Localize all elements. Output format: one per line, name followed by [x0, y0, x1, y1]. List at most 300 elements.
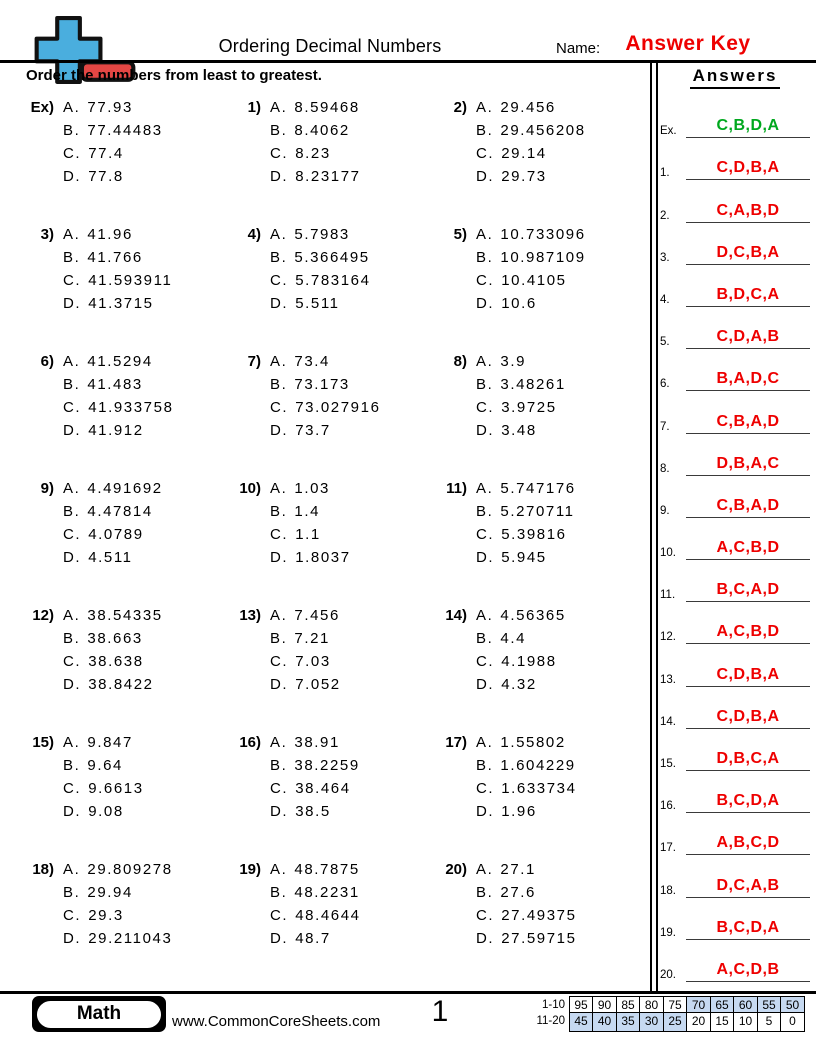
- choice-list: [476, 477, 576, 569]
- choice-value: 4.511: [88, 549, 133, 566]
- problem-number: 13): [239, 607, 261, 624]
- choice-value: 8.23: [295, 145, 331, 162]
- choice-line: [270, 858, 361, 881]
- choice-value: 41.483: [87, 376, 143, 393]
- choice-line: [270, 731, 360, 754]
- answer-row-2: [660, 180, 810, 222]
- problem-number: 7): [247, 353, 261, 370]
- problem-4: [235, 223, 441, 350]
- choice-list: [63, 350, 174, 442]
- score-cell: 60: [733, 996, 758, 1016]
- answer-row-18: [660, 855, 810, 897]
- choice-line: [476, 500, 576, 523]
- answer-value: C,B,A,D: [686, 413, 810, 434]
- choice-letter: D.: [63, 295, 82, 312]
- choice-line: [270, 119, 361, 142]
- problem-5: [441, 223, 648, 350]
- answer-row-ex: [660, 96, 810, 138]
- choice-line: [270, 604, 341, 627]
- answer-value: B,C,D,A: [686, 792, 810, 813]
- choice-letter: C.: [476, 272, 495, 289]
- answer-row-label: 14.: [660, 715, 676, 728]
- choice-line: [476, 223, 586, 246]
- choice-letter: A.: [63, 226, 81, 243]
- problem-number: 9): [40, 480, 54, 497]
- answer-value: B,D,C,A: [686, 286, 810, 307]
- choice-value: 29.3: [88, 907, 124, 924]
- answers-divider: [650, 60, 658, 992]
- answer-row-17: [660, 813, 810, 855]
- choice-line: [270, 142, 361, 165]
- choice-letter: B.: [270, 376, 288, 393]
- choice-letter: D.: [476, 422, 495, 439]
- answer-value: A,C,B,D: [686, 623, 810, 644]
- problem-20: [441, 858, 648, 985]
- problem-ex: [28, 96, 235, 223]
- choice-letter: D.: [270, 168, 289, 185]
- choice-line: [63, 731, 144, 754]
- score-cell: 40: [592, 1012, 617, 1032]
- choice-letter: B.: [270, 630, 288, 647]
- choice-letter: C.: [270, 653, 289, 670]
- choice-letter: B.: [270, 757, 288, 774]
- choice-value: 8.4062: [294, 122, 350, 139]
- choice-value: 10.733096: [500, 226, 586, 243]
- answer-row-label: 11.: [660, 589, 676, 602]
- choice-value: 73.027916: [295, 399, 381, 416]
- choice-line: [270, 477, 351, 500]
- answer-value: D,C,B,A: [686, 244, 810, 265]
- choice-line: [63, 627, 163, 650]
- choice-line: [476, 523, 576, 546]
- choice-line: [270, 927, 361, 950]
- choice-line: [270, 246, 371, 269]
- answer-row-label: 4.: [660, 293, 670, 306]
- choice-letter: D.: [63, 676, 82, 693]
- answer-value: C,D,B,A: [686, 159, 810, 180]
- answer-row-label: Ex.: [660, 125, 677, 138]
- choice-letter: A.: [270, 226, 288, 243]
- choice-letter: C.: [63, 272, 82, 289]
- problem-16: [235, 731, 441, 858]
- score-cell: 55: [757, 996, 782, 1016]
- choice-value: 29.456: [500, 99, 556, 116]
- choice-value: 10.6: [501, 295, 537, 312]
- score-cell: 20: [686, 1012, 711, 1032]
- choice-list: [476, 731, 577, 823]
- choice-letter: B.: [476, 630, 494, 647]
- choice-value: 38.8422: [88, 676, 154, 693]
- choice-letter: C.: [476, 526, 495, 543]
- choice-value: 4.4: [500, 630, 527, 647]
- choice-line: [476, 96, 586, 119]
- name-label: Name:: [556, 40, 601, 57]
- answer-row-7: [660, 391, 810, 433]
- choice-letter: B.: [270, 503, 288, 520]
- choice-line: [270, 904, 361, 927]
- choice-value: 8.23177: [295, 168, 361, 185]
- choice-letter: A.: [270, 353, 288, 370]
- choice-line: [270, 500, 351, 523]
- choice-letter: A.: [476, 99, 494, 116]
- footer-divider: [0, 991, 816, 994]
- choice-line: [476, 904, 577, 927]
- choice-value: 3.9: [500, 353, 527, 370]
- problem-8: [441, 350, 648, 477]
- answer-row-label: 16.: [660, 800, 676, 813]
- score-cell: 90: [592, 996, 617, 1016]
- choice-letter: C.: [270, 780, 289, 797]
- choice-line: [63, 396, 174, 419]
- score-cell: 70: [686, 996, 711, 1016]
- problem-12: [28, 604, 235, 731]
- choice-letter: D.: [270, 803, 289, 820]
- score-cell: 95: [569, 996, 594, 1016]
- answer-value: C,D,B,A: [686, 666, 810, 687]
- choice-letter: B.: [63, 630, 81, 647]
- answer-value: A,C,B,D: [686, 539, 810, 560]
- answer-row-label: 12.: [660, 631, 676, 644]
- choice-letter: C.: [270, 145, 289, 162]
- answers-header: [660, 66, 810, 89]
- choice-value: 7.21: [294, 630, 330, 647]
- choice-letter: B.: [63, 884, 81, 901]
- answer-row-label: 2.: [660, 209, 670, 222]
- choice-letter: D.: [476, 676, 495, 693]
- problem-number: 2): [453, 99, 467, 116]
- choice-value: 38.464: [295, 780, 351, 797]
- choice-value: 5.747176: [500, 480, 576, 497]
- answer-row-6: [660, 349, 810, 391]
- choice-letter: C.: [63, 653, 82, 670]
- choice-value: 77.93: [87, 99, 133, 116]
- problem-3: [28, 223, 235, 350]
- choice-letter: A.: [476, 734, 494, 751]
- answer-row-label: 20.: [660, 968, 676, 981]
- choice-line: [63, 119, 163, 142]
- choice-letter: C.: [270, 399, 289, 416]
- choice-letter: A.: [63, 99, 81, 116]
- choice-value: 5.945: [501, 549, 547, 566]
- answer-value: A,C,D,B: [686, 961, 810, 982]
- choice-value: 38.91: [294, 734, 340, 751]
- problem-14: [441, 604, 648, 731]
- choice-line: [270, 673, 341, 696]
- choice-line: [63, 500, 163, 523]
- choice-value: 10.4105: [501, 272, 567, 289]
- answer-row-label: 13.: [660, 673, 676, 686]
- answer-value: B,A,D,C: [686, 370, 810, 391]
- choice-value: 5.7983: [294, 226, 350, 243]
- choice-line: [476, 731, 577, 754]
- choice-value: 41.933758: [88, 399, 174, 416]
- choice-letter: D.: [270, 295, 289, 312]
- answer-row-3: [660, 223, 810, 265]
- choice-value: 3.9725: [501, 399, 557, 416]
- answer-row-label: 15.: [660, 758, 676, 770]
- choice-letter: B.: [63, 376, 81, 393]
- answer-key-label: Answer Key: [625, 32, 751, 55]
- problem-number: 8): [453, 353, 467, 370]
- choice-line: [63, 754, 144, 777]
- problem-number: 14): [445, 607, 467, 624]
- choice-list: [476, 350, 566, 442]
- choice-line: [63, 419, 174, 442]
- choice-line: [63, 165, 163, 188]
- choice-letter: B.: [476, 503, 494, 520]
- choice-letter: D.: [270, 422, 289, 439]
- answer-row-10: [660, 518, 810, 560]
- instruction-text: Order the numbers from least to greatest.: [26, 67, 322, 84]
- choice-letter: B.: [476, 884, 494, 901]
- problems-grid: [28, 96, 648, 985]
- problem-number: 4): [247, 226, 261, 243]
- choice-value: 10.987109: [500, 249, 586, 266]
- score-cell: 5: [757, 1012, 782, 1032]
- score-cell: 25: [663, 1012, 688, 1032]
- choice-value: 41.96: [87, 226, 133, 243]
- choice-letter: B.: [270, 884, 288, 901]
- choice-line: [63, 246, 172, 269]
- answer-row-1: [660, 138, 810, 180]
- choice-line: [270, 373, 381, 396]
- choice-line: [476, 777, 577, 800]
- answer-row-19: [660, 898, 810, 940]
- choice-value: 41.3715: [88, 295, 154, 312]
- answer-value: B,C,D,A: [686, 919, 810, 940]
- choice-letter: D.: [63, 168, 82, 185]
- problem-9: [28, 477, 235, 604]
- answer-row-label: 1.: [660, 167, 670, 180]
- answer-row-20: [660, 940, 810, 982]
- problem-number: 20): [445, 861, 467, 878]
- answer-row-12: [660, 602, 810, 644]
- choice-line: [63, 142, 163, 165]
- choice-value: 48.7: [295, 930, 331, 947]
- choice-line: [270, 419, 381, 442]
- answer-row-label: 19.: [660, 926, 676, 939]
- choice-value: 27.59715: [501, 930, 577, 947]
- choice-value: 41.912: [88, 422, 144, 439]
- choice-letter: D.: [63, 422, 82, 439]
- answer-value: C,A,B,D: [686, 202, 810, 223]
- choice-letter: A.: [476, 226, 494, 243]
- choice-line: [270, 96, 361, 119]
- answer-row-label: 17.: [660, 842, 676, 855]
- choice-line: [63, 477, 163, 500]
- choice-letter: A.: [476, 480, 494, 497]
- choice-letter: A.: [476, 607, 494, 624]
- problem-number: 15): [32, 734, 54, 751]
- choice-letter: D.: [476, 930, 495, 947]
- choice-letter: C.: [63, 145, 82, 162]
- website-url: www.CommonCoreSheets.com: [172, 1013, 381, 1030]
- choice-line: [270, 165, 361, 188]
- choice-line: [63, 777, 144, 800]
- choice-letter: D.: [63, 549, 82, 566]
- problem-13: [235, 604, 441, 731]
- score-cell: 65: [710, 996, 735, 1016]
- choice-letter: A.: [63, 353, 81, 370]
- choice-value: 4.1988: [501, 653, 557, 670]
- choice-line: [476, 927, 577, 950]
- choice-value: 29.809278: [87, 861, 173, 878]
- choice-line: [270, 223, 371, 246]
- choice-value: 29.456208: [500, 122, 586, 139]
- choice-line: [270, 800, 360, 823]
- choice-value: 4.491692: [87, 480, 163, 497]
- choice-list: [270, 96, 361, 188]
- answer-row-11: [660, 560, 810, 602]
- choice-letter: C.: [63, 780, 82, 797]
- choice-value: 5.270711: [500, 503, 575, 520]
- choice-value: 4.32: [501, 676, 537, 693]
- choice-line: [476, 858, 577, 881]
- choice-line: [476, 142, 586, 165]
- choice-letter: A.: [476, 353, 494, 370]
- answer-value: C,B,D,A: [686, 117, 810, 138]
- choice-letter: C.: [63, 526, 82, 543]
- choice-list: [63, 604, 163, 696]
- choice-value: 1.8037: [295, 549, 351, 566]
- choice-list: [63, 731, 144, 823]
- choice-value: 3.48: [501, 422, 537, 439]
- choice-line: [476, 627, 566, 650]
- choice-list: [63, 223, 172, 315]
- choice-letter: A.: [63, 480, 81, 497]
- choice-value: 5.366495: [294, 249, 370, 266]
- score-cell: 50: [780, 996, 805, 1016]
- choice-line: [63, 223, 172, 246]
- score-row-11-20: [531, 1012, 805, 1030]
- choice-line: [270, 269, 371, 292]
- choice-value: 29.94: [87, 884, 133, 901]
- page-title: Ordering Decimal Numbers: [218, 36, 442, 56]
- problem-19: [235, 858, 441, 985]
- page-number: 1: [431, 995, 449, 1028]
- problem-15: [28, 731, 235, 858]
- choice-value: 77.8: [88, 168, 124, 185]
- math-badge-label: Math: [37, 1001, 161, 1028]
- score-cell: 10: [733, 1012, 758, 1032]
- choice-list: [63, 477, 163, 569]
- choice-list: [63, 858, 173, 950]
- choice-value: 7.456: [294, 607, 340, 624]
- problem-number: 3): [40, 226, 54, 243]
- choice-letter: B.: [476, 376, 494, 393]
- answer-row-16: [660, 771, 810, 813]
- choice-letter: D.: [63, 930, 82, 947]
- problem-number: 12): [32, 607, 54, 624]
- choice-value: 41.766: [87, 249, 143, 266]
- choice-letter: C.: [476, 399, 495, 416]
- choice-letter: B.: [270, 249, 288, 266]
- choice-line: [476, 165, 586, 188]
- choice-value: 29.211043: [88, 930, 173, 947]
- problem-number: 1): [247, 99, 261, 116]
- choice-line: [63, 904, 173, 927]
- choice-list: [270, 350, 381, 442]
- problem-number: 16): [239, 734, 261, 751]
- choice-line: [270, 350, 381, 373]
- choice-letter: C.: [476, 780, 495, 797]
- choice-letter: C.: [270, 526, 289, 543]
- answer-value: C,D,A,B: [686, 328, 810, 349]
- choice-line: [270, 754, 360, 777]
- choice-letter: D.: [476, 549, 495, 566]
- choice-line: [270, 523, 351, 546]
- answer-row-14: [660, 687, 810, 729]
- choice-line: [476, 477, 576, 500]
- choice-letter: A.: [63, 607, 81, 624]
- problem-number: 11): [446, 480, 467, 497]
- problem-number: 17): [445, 734, 467, 751]
- problem-10: [235, 477, 441, 604]
- choice-value: 1.55802: [500, 734, 566, 751]
- choice-letter: B.: [270, 122, 288, 139]
- choice-letter: A.: [476, 861, 494, 878]
- choice-value: 38.5: [295, 803, 331, 820]
- score-row-1-10: [531, 996, 805, 1014]
- choice-value: 7.03: [295, 653, 331, 670]
- choice-value: 1.633734: [501, 780, 577, 797]
- problem-number: 10): [239, 480, 261, 497]
- choice-value: 41.5294: [87, 353, 153, 370]
- choice-line: [476, 800, 577, 823]
- choice-letter: D.: [270, 549, 289, 566]
- choice-value: 4.56365: [500, 607, 566, 624]
- problem-number: 6): [40, 353, 54, 370]
- problem-11: [441, 477, 648, 604]
- choice-line: [63, 800, 144, 823]
- choice-value: 3.48261: [500, 376, 566, 393]
- choice-value: 1.4: [294, 503, 321, 520]
- choice-line: [270, 396, 381, 419]
- score-cell: 75: [663, 996, 688, 1016]
- problem-number: 19): [239, 861, 261, 878]
- answer-row-label: 8.: [660, 462, 670, 475]
- choice-list: [270, 223, 371, 315]
- choice-line: [476, 350, 566, 373]
- choice-line: [63, 858, 173, 881]
- score-cell: 45: [569, 1012, 594, 1032]
- choice-line: [476, 269, 586, 292]
- choice-line: [63, 881, 173, 904]
- choice-letter: B.: [63, 503, 81, 520]
- answers-rows: [660, 96, 810, 982]
- answer-row-label: 5.: [660, 336, 670, 349]
- choice-letter: B.: [476, 122, 494, 139]
- answer-row-label: 18.: [660, 884, 676, 897]
- choice-line: [476, 673, 566, 696]
- choice-line: [476, 546, 576, 569]
- choice-value: 38.638: [88, 653, 144, 670]
- answers-title: Answers: [690, 66, 781, 89]
- score-cell: 15: [710, 1012, 735, 1032]
- choice-letter: C.: [270, 907, 289, 924]
- choice-line: [270, 627, 341, 650]
- score-cell: 85: [616, 996, 641, 1016]
- choice-letter: C.: [63, 907, 82, 924]
- problem-18: [28, 858, 235, 985]
- choice-line: [63, 604, 163, 627]
- choice-value: 73.173: [294, 376, 350, 393]
- choice-letter: D.: [476, 803, 495, 820]
- answer-value: A,B,C,D: [686, 834, 810, 855]
- choice-value: 7.052: [295, 676, 341, 693]
- choice-letter: D.: [476, 168, 495, 185]
- answer-value: D,C,A,B: [686, 877, 810, 898]
